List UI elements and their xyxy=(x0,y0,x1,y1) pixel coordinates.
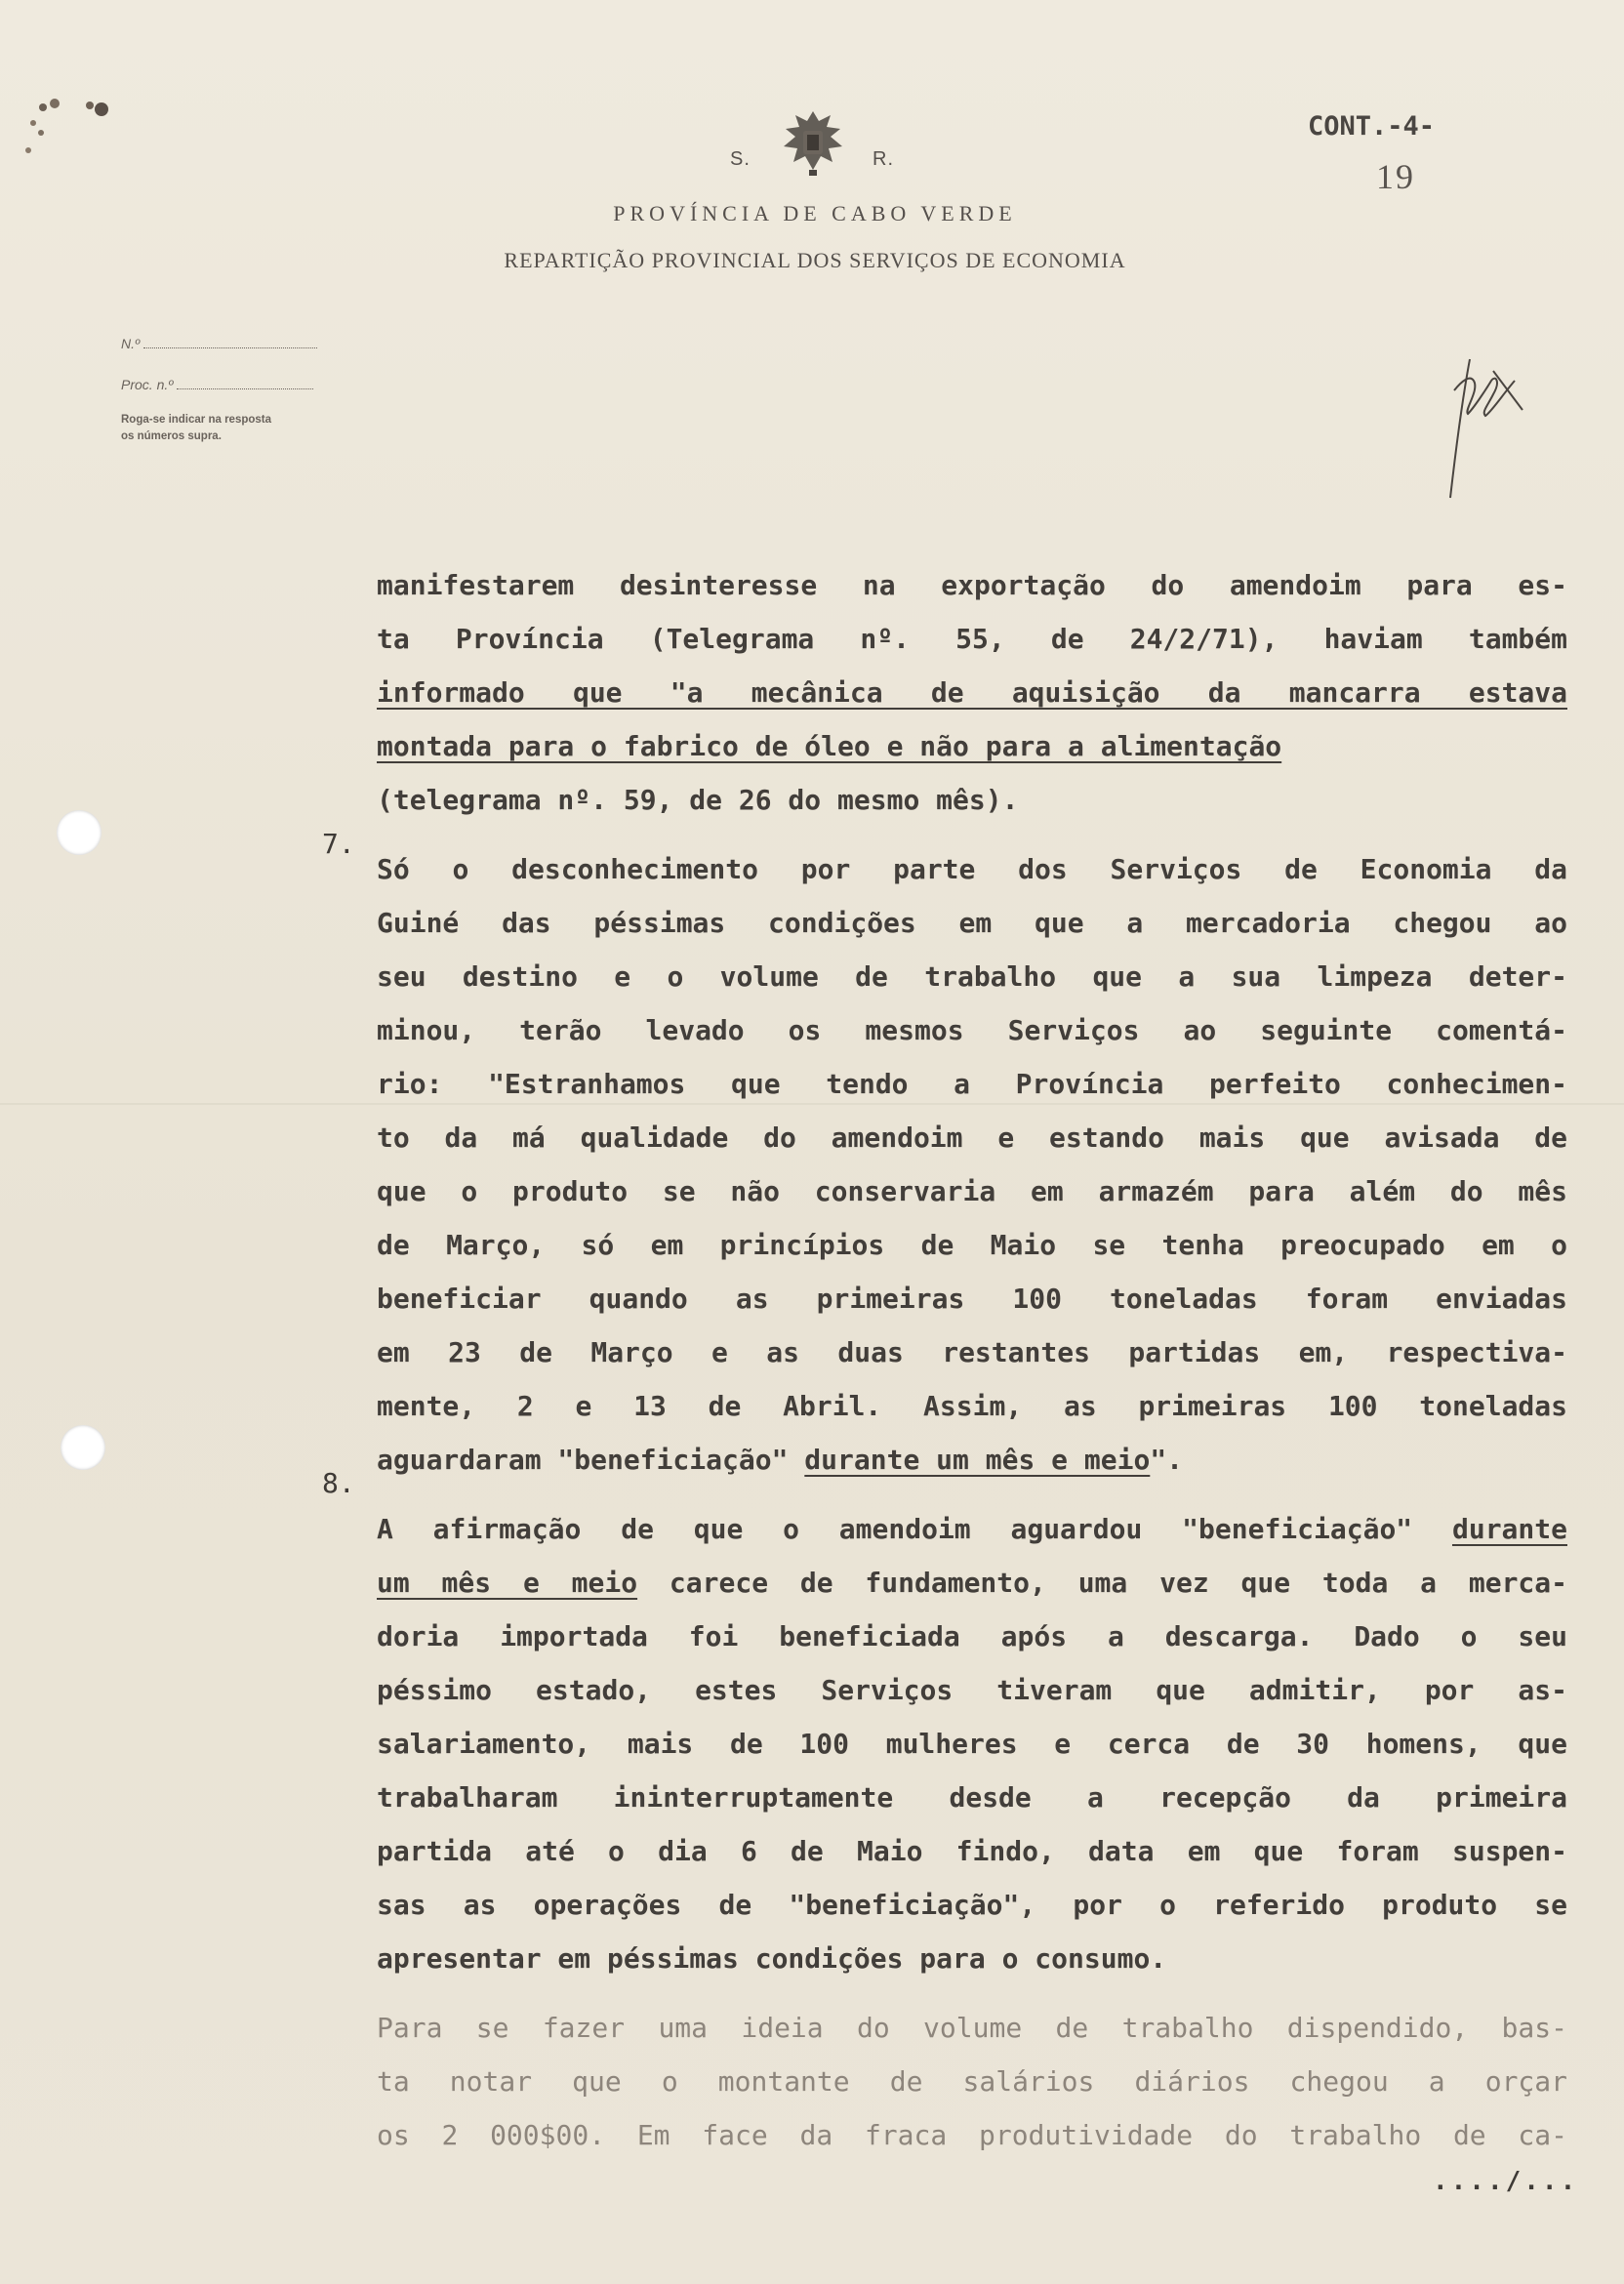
paragraph-7 xyxy=(377,842,1567,1487)
text-line: sas as operações de "beneficiação", por o referido produto se xyxy=(377,1889,1567,1921)
text-line: os 2 000$00. Em face da fraca produtividade do trabalho de ca- xyxy=(377,2119,1567,2151)
letterhead xyxy=(322,107,1308,273)
text-line: mente, 2 e 13 de Abril. Assim, as primeiras 100 toneladas xyxy=(377,1390,1567,1422)
reference-note: Roga-se indicar na resposta os números supra. xyxy=(121,414,272,442)
paragraph-9 xyxy=(377,2001,1567,2162)
sr-left: S. xyxy=(730,148,751,170)
reference-block xyxy=(121,336,375,445)
text-line: doria importada foi beneficiada após a descarga. Dado o seu xyxy=(377,1620,1567,1652)
text-line: to da má qualidade do amendoim e estando mais que avisada de xyxy=(377,1122,1567,1154)
page-number: 19 xyxy=(1376,157,1415,196)
text-line: montada para o fabrico de óleo e não para a alimentação xyxy=(377,730,1282,762)
text-line: rio: "Estranhamos que tendo a Província perfeito conhecimen- xyxy=(377,1068,1567,1100)
text-line: péssimo estado, estes Serviços tiveram que admitir, por as- xyxy=(377,1674,1567,1706)
text-line: informado que "a mecânica de aquisição da mancarra estava xyxy=(377,676,1567,709)
text-line: beneficiar quando as primeiras 100 toneladas foram enviadas xyxy=(377,1283,1567,1315)
text-line: de Março, só em princípios de Maio se tenha preocupado em o xyxy=(377,1229,1567,1261)
continuation-label: CONT.-4- xyxy=(1308,111,1436,142)
paragraph-number-7: 7. xyxy=(322,828,355,860)
text-line: salariamento, mais de 100 mulheres e cerca de 30 homens, que xyxy=(377,1728,1567,1760)
text-line: Só o desconhecimento por parte dos Serviços de Economia da xyxy=(377,853,1567,885)
text-line: (telegrama nº. 59, de 26 do mesmo mês). xyxy=(377,784,1019,816)
sr-right: R. xyxy=(873,148,894,170)
text-line: um mês e meio carece de fundamento, uma vez que toda a merca- xyxy=(377,1567,1567,1599)
number-field: N.º xyxy=(121,336,375,351)
letter-body xyxy=(377,558,1567,2162)
text-line: minou, terão levado os mesmos Serviços ao seguinte comentá- xyxy=(377,1014,1567,1046)
punch-hole xyxy=(57,810,102,855)
text-line: manifestarem desinteresse na exportação do amendoim para es- xyxy=(377,569,1567,601)
text-line: A afirmação de que o amendoim aguardou "beneficiação" durante xyxy=(377,1513,1567,1545)
text-line: apresentar em péssimas condições para o consumo. xyxy=(377,1942,1167,1975)
text-line: seu destino e o volume de trabalho que a sua limpeza deter- xyxy=(377,960,1567,993)
text-line: em 23 de Março e as duas restantes partidas em, respectiva- xyxy=(377,1336,1567,1368)
text-line: Para se fazer uma ideia do volume de trabalho dispendido, bas- xyxy=(377,2012,1567,2044)
paragraph-number-8: 8. xyxy=(322,1467,355,1499)
handwritten-initials xyxy=(1425,351,1532,508)
province-title: PROVÍNCIA DE CABO VERDE xyxy=(613,201,1017,225)
department-title: REPARTIÇÃO PROVINCIAL DOS SERVIÇOS DE ECONOMIA xyxy=(504,248,1126,272)
punch-hole xyxy=(61,1425,105,1470)
text-line: ta notar que o montante de salários diários chegou a orçar xyxy=(377,2065,1567,2098)
text-line: aguardaram "beneficiação" durante um mês e meio". xyxy=(377,1444,1184,1476)
paragraph-intro xyxy=(377,558,1567,827)
text-line: ta Província (Telegrama nº. 55, de 24/2/71), haviam também xyxy=(377,623,1567,655)
ink-smudge xyxy=(14,94,131,162)
text-line: partida até o dia 6 de Maio findo, data em que foram suspen- xyxy=(377,1835,1567,1867)
paragraph-8 xyxy=(377,1502,1567,1985)
text-line: trabalharam ininterruptamente desde a recepção da primeira xyxy=(377,1781,1567,1814)
text-line: que o produto se não conservaria em armazém para além do mês xyxy=(377,1175,1567,1207)
coat-of-arms-seal-icon xyxy=(774,107,852,178)
continuation-marker: ..../... xyxy=(1433,2167,1579,2196)
text-line: Guiné das péssimas condições em que a mercadoria chegou ao xyxy=(377,907,1567,939)
process-number-field: Proc. n.º xyxy=(121,377,375,392)
